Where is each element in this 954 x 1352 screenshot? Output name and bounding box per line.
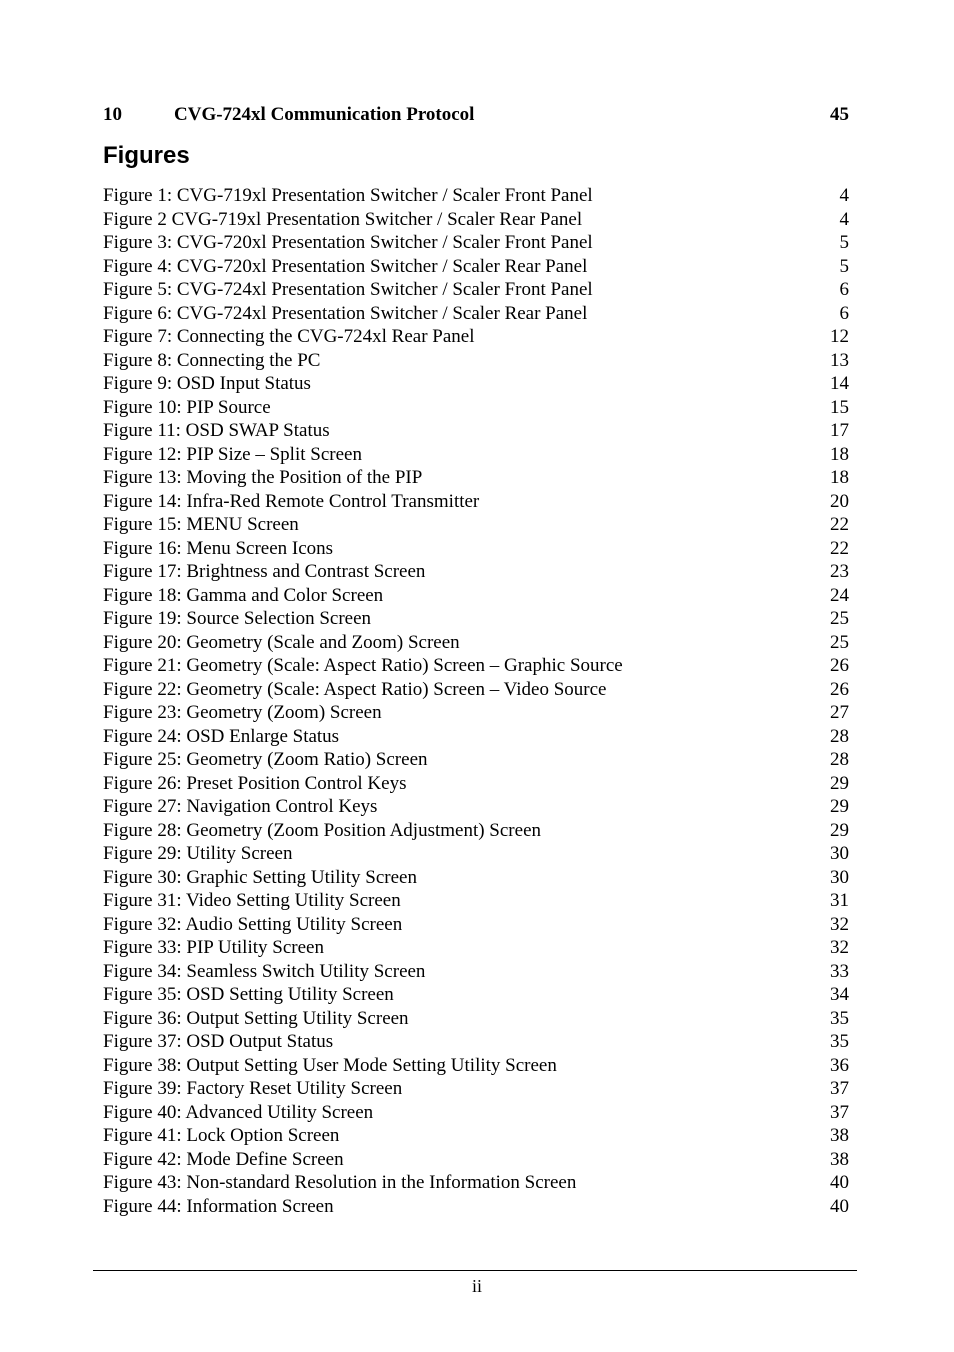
figure-page-number: 18: [830, 443, 849, 465]
figure-page-number: 23: [830, 561, 849, 582]
figure-label: Figure 29: Utility Screen: [103, 843, 293, 864]
figure-list-item[interactable]: [103, 866, 849, 890]
figure-label: Figure 1: CVG-719xl Presentation Switcher / Scaler Front Panel: [103, 185, 593, 206]
figure-page-number: 15: [830, 396, 849, 418]
figure-list-item[interactable]: [103, 184, 849, 208]
figure-page-number: 32: [830, 937, 849, 958]
figure-page-number: 32: [830, 913, 849, 935]
figure-label: Figure 8: Connecting the PC: [103, 349, 321, 371]
figure-page-number: 26: [830, 678, 849, 700]
figure-page-number: 29: [830, 772, 849, 794]
figure-list-item[interactable]: [103, 631, 849, 655]
figure-label: Figure 12: PIP Size – Split Screen: [103, 443, 362, 465]
figure-page-number: 29: [830, 819, 849, 841]
figure-list-item[interactable]: [103, 654, 849, 678]
figure-page-number: 18: [830, 467, 849, 488]
figures-list: [103, 184, 849, 1218]
figure-list-item[interactable]: [103, 466, 849, 490]
figure-list-item[interactable]: [103, 748, 849, 772]
figure-list-item[interactable]: [103, 255, 849, 279]
figure-label: Figure 13: Moving the Position of the PIP: [103, 467, 423, 488]
figure-page-number: 4: [839, 185, 849, 206]
figure-page-number: 24: [830, 584, 849, 606]
figure-label: Figure 32: Audio Setting Utility Screen: [103, 913, 403, 935]
figure-list-item[interactable]: [103, 678, 849, 702]
figure-page-number: 5: [839, 255, 849, 277]
figure-list-item[interactable]: [103, 325, 849, 349]
figure-list-item[interactable]: [103, 537, 849, 561]
figure-list-item[interactable]: [103, 302, 849, 326]
figure-page-number: 38: [830, 1125, 849, 1146]
figure-label: Figure 35: OSD Setting Utility Screen: [103, 984, 394, 1005]
figure-label: Figure 19: Source Selection Screen: [103, 608, 372, 629]
figure-label: Figure 31: Video Setting Utility Screen: [103, 890, 401, 911]
figure-page-number: 25: [830, 608, 849, 629]
figure-page-number: 14: [830, 373, 849, 394]
toc-section-entry[interactable]: [103, 102, 849, 128]
figure-page-number: 6: [839, 302, 849, 324]
figure-label: Figure 6: CVG-724xl Presentation Switcher / Scaler Rear Panel: [103, 302, 588, 324]
figure-label: Figure 4: CVG-720xl Presentation Switcher / Scaler Rear Panel: [103, 255, 588, 277]
figure-list-item[interactable]: [103, 1195, 849, 1219]
figure-list-item[interactable]: [103, 772, 849, 796]
figure-label: Figure 44: Information Screen: [103, 1195, 334, 1217]
figure-page-number: 5: [839, 232, 849, 253]
figure-page-number: 25: [830, 631, 849, 653]
figure-page-number: 12: [830, 326, 849, 347]
figure-list-item[interactable]: [103, 490, 849, 514]
figure-list-item[interactable]: [103, 396, 849, 420]
figure-label: Figure 2 CVG-719xl Presentation Switcher / Scaler Rear Panel: [103, 208, 583, 230]
figure-list-item[interactable]: [103, 372, 849, 396]
figure-list-item[interactable]: [103, 560, 849, 584]
figure-list-item[interactable]: [103, 513, 849, 537]
figure-label: Figure 37: OSD Output Status: [103, 1031, 334, 1052]
figure-label: Figure 18: Gamma and Color Screen: [103, 584, 384, 606]
figure-label: Figure 15: MENU Screen: [103, 514, 299, 535]
figure-label: Figure 42: Mode Define Screen: [103, 1148, 344, 1170]
figure-label: Figure 20: Geometry (Scale and Zoom) Screen: [103, 631, 460, 653]
figure-label: Figure 38: Output Setting User Mode Setting Utility Screen: [103, 1054, 557, 1076]
figure-label: Figure 5: CVG-724xl Presentation Switcher / Scaler Front Panel: [103, 279, 593, 300]
figure-label: Figure 26: Preset Position Control Keys: [103, 772, 407, 794]
figure-label: Figure 34: Seamless Switch Utility Screen: [103, 960, 426, 982]
figure-list-item[interactable]: [103, 1124, 849, 1148]
figure-page-number: 6: [839, 279, 849, 300]
figure-list-item[interactable]: [103, 231, 849, 255]
figure-label: Figure 10: PIP Source: [103, 396, 271, 418]
figure-label: Figure 41: Lock Option Screen: [103, 1125, 340, 1146]
figure-list-item[interactable]: [103, 795, 849, 819]
figure-page-number: 37: [830, 1078, 849, 1099]
figure-page-number: 36: [830, 1054, 849, 1076]
figure-page-number: 26: [830, 655, 849, 676]
figure-label: Figure 3: CVG-720xl Presentation Switcher / Scaler Front Panel: [103, 232, 593, 253]
figure-list-item[interactable]: [103, 983, 849, 1007]
figure-list-item[interactable]: [103, 819, 849, 843]
figure-page-number: 27: [830, 702, 849, 723]
figure-list-item[interactable]: [103, 584, 849, 608]
figure-label: Figure 22: Geometry (Scale: Aspect Ratio) Screen – Video Source: [103, 678, 607, 700]
section-number: 10: [103, 104, 122, 125]
figure-page-number: 29: [830, 796, 849, 817]
figure-page-number: 20: [830, 490, 849, 512]
figure-page-number: 33: [830, 960, 849, 982]
figure-label: Figure 23: Geometry (Zoom) Screen: [103, 702, 382, 723]
figure-list-item[interactable]: [103, 1077, 849, 1101]
figure-page-number: 38: [830, 1148, 849, 1170]
figure-list-item[interactable]: [103, 607, 849, 631]
figure-page-number: 34: [830, 984, 849, 1005]
figure-label: Figure 27: Navigation Control Keys: [103, 796, 378, 817]
figure-page-number: 31: [830, 890, 849, 911]
figure-label: Figure 16: Menu Screen Icons: [103, 537, 334, 559]
figure-label: Figure 21: Geometry (Scale: Aspect Ratio) Screen – Graphic Source: [103, 655, 623, 676]
figure-list-item[interactable]: [103, 1030, 849, 1054]
figure-list-item[interactable]: [103, 701, 849, 725]
figure-label: Figure 24: OSD Enlarge Status: [103, 725, 340, 747]
figure-label: Figure 43: Non-standard Resolution in the Information Screen: [103, 1172, 577, 1193]
figure-list-item[interactable]: [103, 889, 849, 913]
section-page-number: 45: [830, 104, 849, 125]
figure-list-item[interactable]: [103, 842, 849, 866]
figure-page-number: 28: [830, 725, 849, 747]
figure-list-item[interactable]: [103, 1054, 849, 1078]
figure-list-item[interactable]: [103, 936, 849, 960]
figure-page-number: 28: [830, 749, 849, 770]
figure-label: Figure 39: Factory Reset Utility Screen: [103, 1078, 403, 1099]
figure-label: Figure 7: Connecting the CVG-724xl Rear Panel: [103, 326, 475, 347]
figure-label: Figure 9: OSD Input Status: [103, 373, 311, 394]
figure-page-number: 30: [830, 843, 849, 864]
figure-page-number: 30: [830, 866, 849, 888]
figures-heading: Figures: [103, 142, 190, 169]
figure-list-item[interactable]: [103, 443, 849, 467]
figure-page-number: 40: [830, 1195, 849, 1217]
figure-list-item[interactable]: [103, 278, 849, 302]
figure-list-item[interactable]: [103, 419, 849, 443]
figure-label: Figure 11: OSD SWAP Status: [103, 420, 330, 441]
figure-page-number: 22: [830, 514, 849, 535]
figure-list-item[interactable]: [103, 725, 849, 749]
figure-label: Figure 17: Brightness and Contrast Screen: [103, 561, 426, 582]
figure-list-item[interactable]: [103, 1101, 849, 1125]
figure-page-number: 40: [830, 1172, 849, 1193]
figure-list-item[interactable]: [103, 1148, 849, 1172]
figure-page-number: 13: [830, 349, 849, 371]
footer-divider: [93, 1270, 857, 1271]
figure-page-number: 17: [830, 420, 849, 441]
figure-label: Figure 40: Advanced Utility Screen: [103, 1101, 374, 1123]
figure-list-item[interactable]: [103, 1007, 849, 1031]
figure-label: Figure 28: Geometry (Zoom Position Adjustment) Screen: [103, 819, 542, 841]
section-title: CVG-724xl Communication Protocol: [174, 104, 475, 125]
figure-list-item[interactable]: [103, 960, 849, 984]
figure-label: Figure 36: Output Setting Utility Screen: [103, 1007, 409, 1029]
figure-page-number: 35: [830, 1007, 849, 1029]
figure-list-item[interactable]: [103, 1171, 849, 1195]
figure-label: Figure 30: Graphic Setting Utility Screen: [103, 866, 417, 888]
figure-page-number: 37: [830, 1101, 849, 1123]
figure-list-item[interactable]: [103, 208, 849, 232]
figure-label: Figure 25: Geometry (Zoom Ratio) Screen: [103, 749, 428, 770]
figure-page-number: 4: [839, 208, 849, 230]
figure-list-item[interactable]: [103, 913, 849, 937]
figure-page-number: 22: [830, 537, 849, 559]
figure-list-item[interactable]: [103, 349, 849, 373]
figure-label: Figure 14: Infra-Red Remote Control Transmitter: [103, 490, 480, 512]
figure-page-number: 35: [830, 1031, 849, 1052]
figure-label: Figure 33: PIP Utility Screen: [103, 937, 324, 958]
footer-page-number: ii: [471, 1276, 482, 1296]
